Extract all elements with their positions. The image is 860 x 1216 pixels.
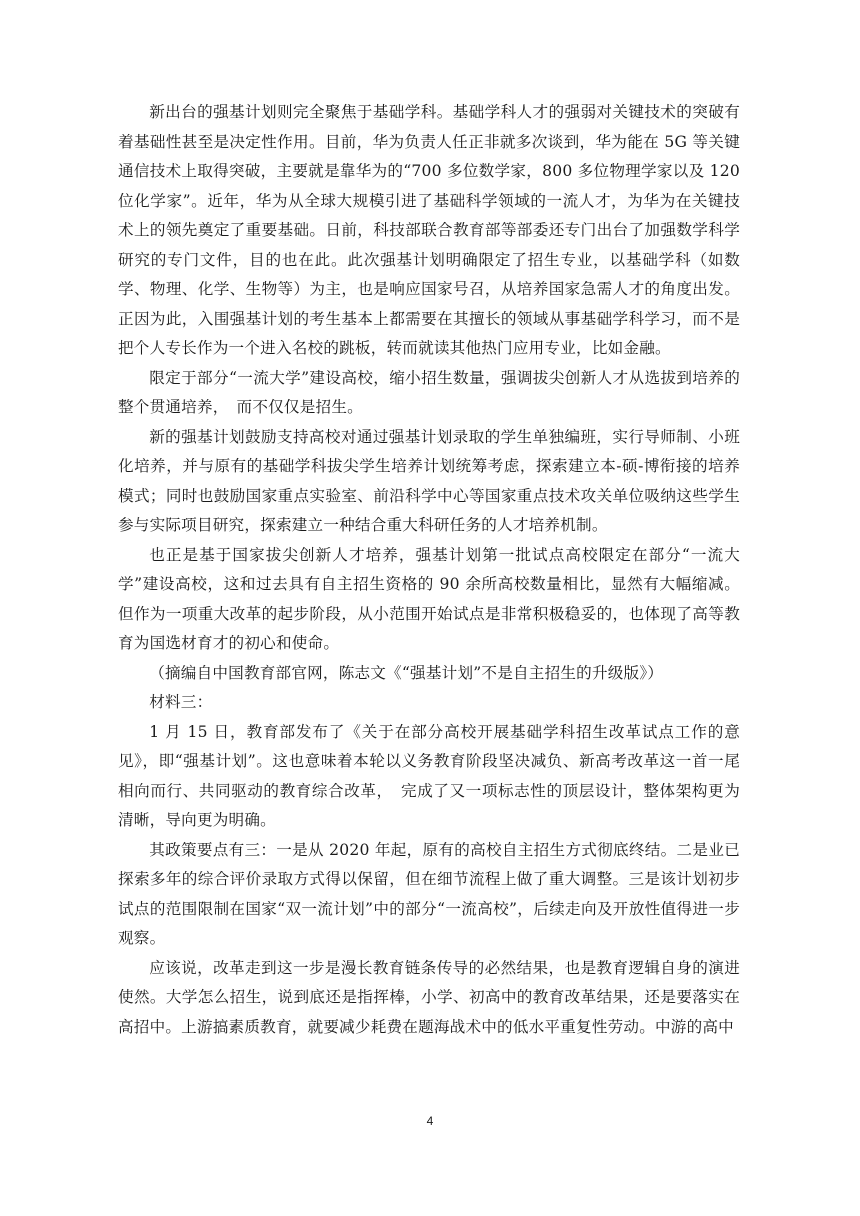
section-heading-material-three: 材料三： <box>149 693 213 711</box>
paragraph-limited-universities: 限定于部分“一流大学”建设高校，缩小招生数量，强调拔尖创新人才从选拔到培养的整个贯通培养， 而不仅仅是招生。 <box>118 368 740 416</box>
source-citation: （摘编自中国教育部官网，陈志文《“强基计划”不是自主招生的升级版》） <box>149 663 664 682</box>
paragraph-policy-release: 1 月 15 日，教育部发布了《关于在部分高校开展基础学科招生改革试点工作的意见》，即“强基计划”。这也意味着本轮以义务教育阶段坚决减负、新高考改革这一首一尾相向而行、共同驱动的教育综合改革， 完成了又一项标志性的顶层设计，整体架构更为清晰，导向更为明确。 <box>118 722 740 829</box>
paragraph-pilot-scope: 也正是基于国家拔尖创新人才培养，强基计划第一批试点高校限定在部分“一流大学”建设高校，这和过去具有自主招生资格的 90 余所高校数量相比，显然有大幅缩减。但作为一项重大改革的起步阶段，从小范围开始试点是非常积极稳妥的，也体现了高等教育为国选材育才的初心和使命。 <box>118 545 740 652</box>
paragraph-basic-disciplines: 新出台的强基计划则完全聚焦于基础学科。基础学科人才的强弱对关键技术的突破有着基础性甚至是决定性作用。目前，华为负责人任正非就多次谈到，华为能在 5G 等关键通信技术上取得突破，主要就是靠华为的“700 多位数学家，800 多位物理学家以及 120 位化学家”。近年，华为从全球大规模引进了基础科学领域的一流人才，为华为在关键技术上的领先奠定了重要基础。日前，科技部联合教育部等部委还专门出台了加强数学科学研究的专门文件，目的也在此。此次强基计划明确限定了招生专业，以基础学科（如数学、物理、化学、生物等）为主，也是响应国家号召，从培养国家急需人才的角度出发。正因为此，入围强基计划的考生基本上都需要在其擅长的领域从事基础学科学习，而不是把个人专长作为一个进入名校的跳板，转而就读其他热门应用专业，比如金融。 <box>118 103 740 357</box>
article-body <box>118 98 740 1042</box>
paragraph-reform-logic: 应该说，改革走到这一步是漫长教育链条传导的必然结果，也是教育逻辑自身的演进使然。大学怎么招生，说到底还是指挥棒，小学、初高中的教育改革结果，还是要落实在高招中。上游搞素质教育，就要减少耗费在题海战术中的低水平重复性劳动。中游的高中 <box>118 958 740 1036</box>
paragraph-policy-points: 其政策要点有三：一是从 2020 年起，原有的高校自主招生方式彻底终结。二是业已探索多年的综合评价录取方式得以保留，但在细节流程上做了重大调整。三是该计划初步试点的范围限制在国家“双一流计划”中的部分“一流高校”，后续走向及开放性值得进一步观察。 <box>118 840 740 947</box>
paragraph-separate-classes: 新的强基计划鼓励支持高校对通过强基计划录取的学生单独编班，实行导师制、小班化培养，并与原有的基础学科拔尖学生培养计划统筹考虑，探索建立本-硕-博衔接的培养模式；同时也鼓励国家重点实验室、前沿科学中心等国家重点技术攻关单位吸纳这些学生参与实际项目研究，探索建立一种结合重大科研任务的人才培养机制。 <box>118 427 740 534</box>
page-number: 4 <box>426 1114 434 1128</box>
